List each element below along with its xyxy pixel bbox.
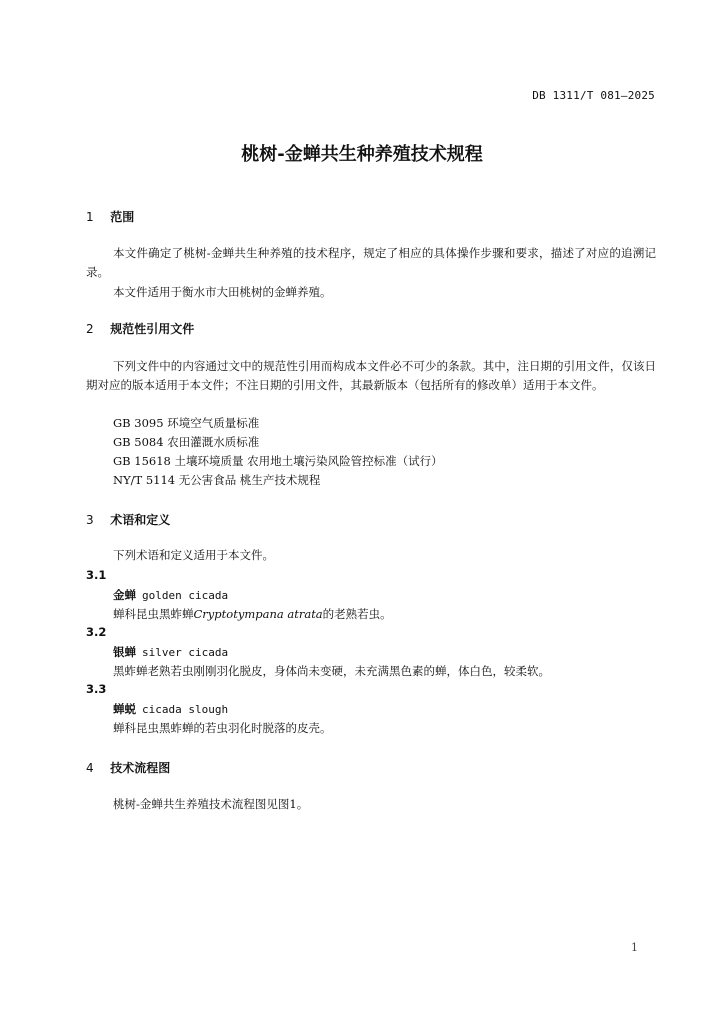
term-name bbox=[113, 587, 228, 603]
section-heading-normative-references bbox=[86, 320, 194, 337]
definition-text: 黑蚱蝉老熟若虫刚刚羽化脱皮，身体尚未变硬，未充满黑色素的蝉，体白色，较柔软。 bbox=[113, 664, 550, 678]
section-number: 1 bbox=[86, 210, 94, 224]
term-zh: 银蝉 bbox=[113, 645, 136, 659]
paragraph: 下列文件中的内容通过文中的规范性引用而构成本文件必不可少的条款。其中，注日期的引用文件，仅该日期对应的版本适用于本文件；不注日期的引用文件，其最新版本（包括所有的修改单）适用于本文件。 bbox=[86, 359, 656, 392]
section-title: 范围 bbox=[110, 210, 135, 224]
reference-item: NY/T 5114 无公害食品 桃生产技术规程 bbox=[113, 473, 321, 487]
section-heading-terms bbox=[86, 511, 170, 528]
page-number: 1 bbox=[631, 941, 638, 954]
term-zh: 金蝉 bbox=[113, 588, 136, 602]
term-number: 3.3 bbox=[86, 682, 107, 696]
term-en: golden cicada bbox=[142, 589, 229, 602]
scientific-name: Cryptotympana atrata bbox=[193, 607, 323, 621]
term-zh: 蝉蜕 bbox=[113, 702, 136, 716]
reference-item: GB 15618 土壤环境质量 农用地土壤污染风险管控标准（试行） bbox=[113, 454, 443, 468]
paragraph: 下列术语和定义适用于本文件。 bbox=[113, 548, 274, 562]
section-title: 规范性引用文件 bbox=[110, 322, 195, 336]
term-definition bbox=[113, 663, 550, 679]
section-number: 3 bbox=[86, 513, 94, 527]
term-number: 3.2 bbox=[86, 625, 107, 639]
section-heading-scope bbox=[86, 208, 134, 225]
paragraph: 桃树-金蝉共生养殖技术流程图见图1。 bbox=[113, 797, 309, 811]
term-definition bbox=[113, 606, 392, 622]
paragraph: 本文件确定了桃树-金蝉共生种养殖的技术程序，规定了相应的具体操作步骤和要求，描述了对应的追溯记录。 bbox=[86, 246, 656, 279]
section-title: 术语和定义 bbox=[110, 513, 171, 527]
term-number: 3.1 bbox=[86, 568, 107, 582]
term-en: cicada slough bbox=[142, 703, 229, 716]
term-name bbox=[113, 644, 228, 660]
term-definition bbox=[113, 720, 332, 736]
definition-text: 蝉科昆虫黑蚱蝉的若虫羽化时脱落的皮壳。 bbox=[113, 721, 332, 735]
term-en: silver cicada bbox=[142, 646, 229, 659]
doc-code: DB 1311/T 081—2025 bbox=[532, 89, 655, 102]
term-name bbox=[113, 701, 228, 717]
paragraph: 本文件适用于衡水市大田桃树的金蝉养殖。 bbox=[113, 285, 332, 299]
reference-item: GB 3095 环境空气质量标准 bbox=[113, 416, 260, 430]
document-title: 桃树-金蝉共生种养殖技术规程 bbox=[241, 144, 483, 165]
section-number: 2 bbox=[86, 322, 94, 336]
section-number: 4 bbox=[86, 761, 94, 775]
section-heading-flowchart bbox=[86, 759, 170, 776]
definition-text: 的老熟若虫。 bbox=[322, 607, 392, 621]
section-title: 技术流程图 bbox=[110, 761, 171, 775]
reference-item: GB 5084 农田灌溉水质标准 bbox=[113, 435, 260, 449]
definition-text: 蝉科昆虫黑蚱蝉 bbox=[113, 607, 194, 621]
